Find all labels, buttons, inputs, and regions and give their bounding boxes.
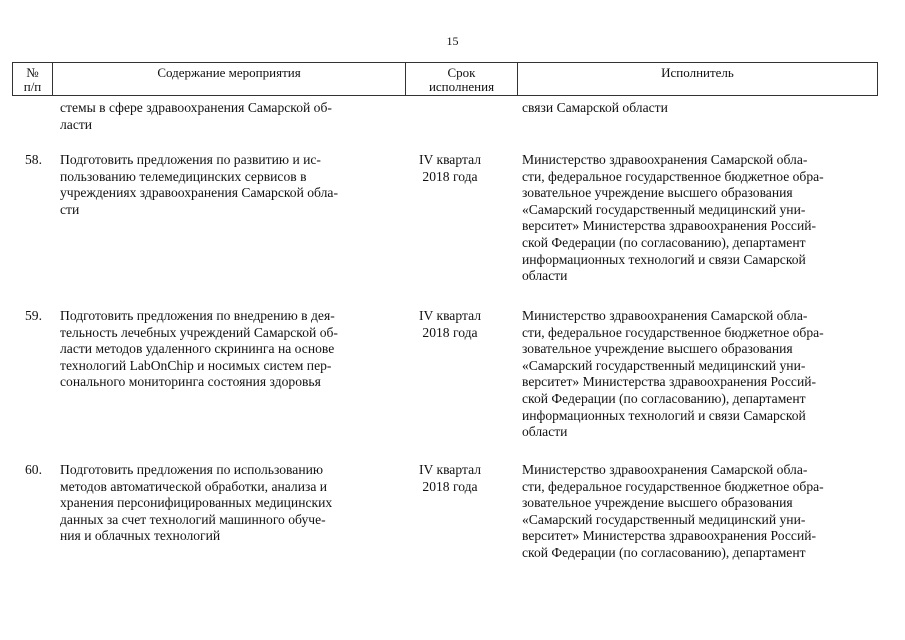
continuation-content: [60, 100, 380, 133]
text-line: информационных технологий и связи Самарской: [522, 407, 806, 423]
text-line: «Самарский государственный медицинский уни-: [522, 201, 806, 217]
row-59-num: 59.: [25, 308, 42, 323]
text-line: области: [522, 424, 568, 440]
row-58-executor: [522, 152, 874, 285]
text-line: сти, федеральное государственное бюджетное обра-: [522, 168, 824, 184]
text-line: методов автоматической обработки, анализа и: [60, 478, 328, 494]
row-58-deadline: [400, 152, 500, 185]
text-line: Министерство здравоохранения Самарской обла-: [522, 152, 808, 167]
text-line: стемы в сфере здравоохранения Самарской об-: [60, 100, 332, 115]
row-60-executor: [522, 462, 874, 562]
text-line: зовательное учреждение высшего образования: [522, 341, 793, 357]
text-line: данных за счет технологий машинного обуче-: [60, 511, 326, 527]
text-line: сти: [60, 201, 80, 217]
table-header: [12, 62, 878, 96]
text-line: связи Самарской области: [522, 100, 668, 115]
row-59-content: [60, 308, 380, 391]
row-58-content: [60, 152, 380, 218]
text-line: IV квартал: [418, 152, 482, 167]
text-line: верситет» Министерства здравоохранения Россий-: [522, 528, 817, 544]
text-line: ской Федерации (по согласованию), департамент: [522, 390, 806, 406]
text-line: сти, федеральное государственное бюджетное обра-: [522, 478, 824, 494]
text-line: сонального мониторинга состояния здоровья: [60, 374, 321, 390]
header-num: [13, 63, 53, 95]
header-content: Содержание мероприятия: [53, 63, 406, 95]
text-line: Министерство здравоохранения Самарской обла-: [522, 462, 808, 477]
text-line: Подготовить предложения по использованию: [60, 462, 324, 477]
text-line: IV квартал: [418, 308, 482, 323]
text-line: «Самарский государственный медицинский уни-: [522, 511, 806, 527]
row-59-deadline: [400, 308, 500, 341]
row-60-content: [60, 462, 380, 545]
header-deadline: [406, 63, 518, 95]
text-line: зовательное учреждение высшего образования: [522, 185, 793, 201]
row-58-num: 58.: [25, 152, 42, 167]
header-deadline-line2: исполнения: [428, 79, 495, 94]
text-line: Подготовить предложения по внедрению в дея-: [60, 308, 335, 323]
text-line: сти, федеральное государственное бюджетное обра-: [522, 324, 824, 340]
text-line: верситет» Министерства здравоохранения Россий-: [522, 218, 817, 234]
text-line: ния и облачных технологий: [60, 528, 221, 544]
text-line: технологий LabOnChip и носимых систем пер-: [60, 357, 332, 373]
text-line: хранения персонифицированных медицинских: [60, 495, 333, 511]
text-line: ласти методов удаленного скрининга на основе: [60, 341, 335, 357]
row-60-num: 60.: [25, 462, 42, 477]
text-line: 2018 года: [422, 478, 478, 494]
header-deadline-line1: Срок: [447, 65, 476, 80]
text-line: Министерство здравоохранения Самарской обла-: [522, 308, 808, 323]
header-num-line1: №: [26, 65, 39, 80]
text-line: «Самарский государственный медицинский уни-: [522, 357, 806, 373]
text-line: пользованию телемедицинских сервисов в: [60, 168, 307, 184]
header-num-line2: п/п: [23, 79, 42, 94]
row-60-deadline: [400, 462, 500, 495]
text-line: ской Федерации (по согласованию), департамент: [522, 234, 806, 250]
page-number: 15: [446, 34, 459, 48]
text-line: области: [522, 268, 568, 284]
header-executor: Исполнитель: [661, 65, 734, 80]
text-line: верситет» Министерства здравоохранения Россий-: [522, 374, 817, 390]
continuation-executor: [522, 100, 874, 117]
text-line: учреждениях здравоохранения Самарской обла-: [60, 185, 338, 201]
text-line: ласти: [60, 116, 93, 132]
text-line: Подготовить предложения по развитию и ис-: [60, 152, 321, 167]
row-59-executor: [522, 308, 874, 441]
text-line: 2018 года: [422, 168, 478, 184]
text-line: 2018 года: [422, 324, 478, 340]
text-line: зовательное учреждение высшего образования: [522, 495, 793, 511]
text-line: информационных технологий и связи Самарской: [522, 251, 806, 267]
text-line: тельность лечебных учреждений Самарской об-: [60, 324, 338, 340]
text-line: IV квартал: [418, 462, 482, 477]
text-line: ской Федерации (по согласованию), департамент: [522, 544, 806, 560]
